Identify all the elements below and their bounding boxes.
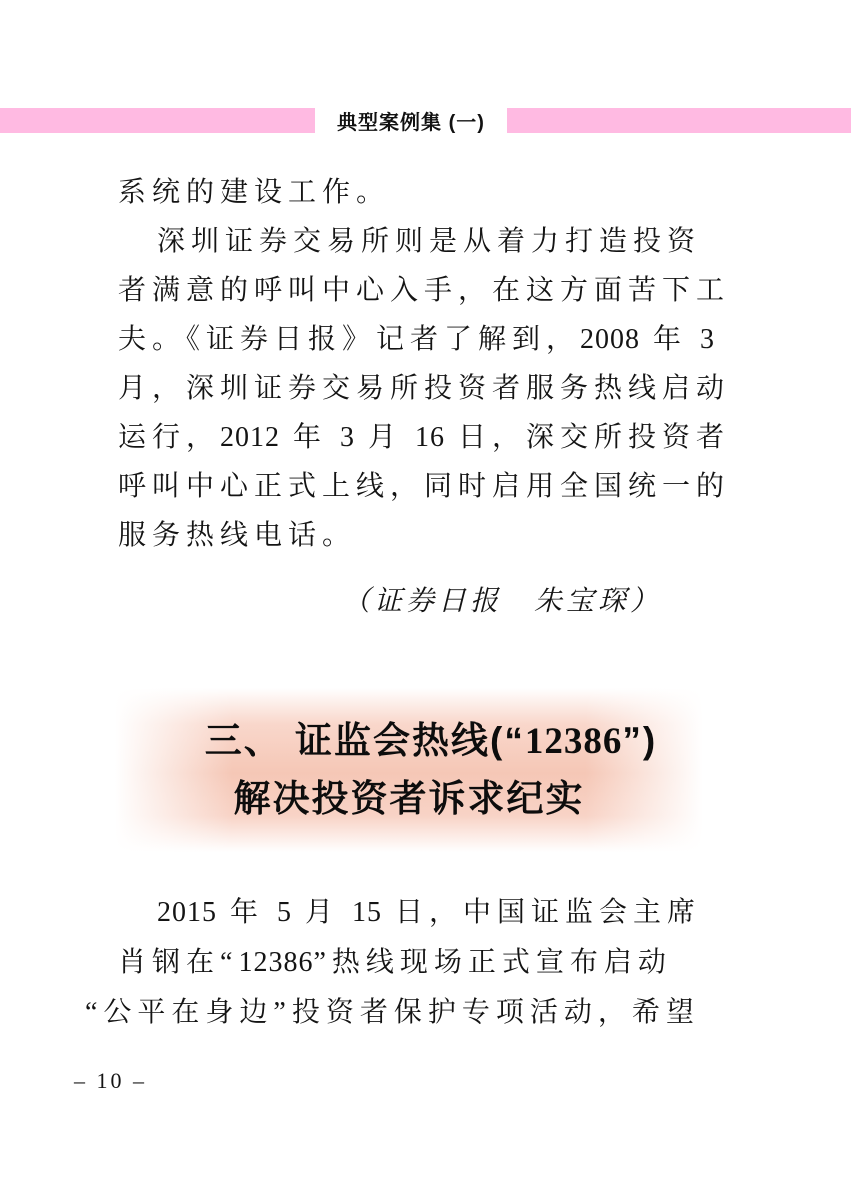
text-line: 2015 年 5 月 15 日，中国证监会主席 [157,897,702,928]
paragraph-1 [118,168,742,625]
text-line: 深圳证券交易所则是从着力打造投资 [157,226,702,257]
section-heading-line: 三、 证监会热线(“12386”) [204,720,658,762]
attribution-line: （证券日报 朱宝琛） [341,584,662,617]
latin-run: 5 [277,897,293,928]
latin-run: 2015 [157,897,217,928]
latin-run: 16 [415,422,446,453]
text-line: 呼叫中心正式上线，同时启用全国统一的 [118,471,731,502]
text-line: 肖钢在“12386”热线现场正式宣布启动 [118,947,672,978]
latin-run: 3 [340,422,356,453]
text-line: 运行，2012 年 3 月 16 日，深交所投资者 [118,422,731,453]
latin-run: 12386 [238,947,314,978]
text-line: 月，深圳证券交易所投资者服务热线启动 [118,373,731,404]
header-title-container [315,106,507,135]
running-head-title: 典型案例集 (一) [337,112,485,134]
text-line: 者满意的呼叫中心入手，在这方面苦下工 [118,275,731,306]
latin-run: 12386 [524,721,623,762]
text-line: 服务热线电话。 [118,520,357,551]
section-heading-line: 解决投资者诉求纪实 [233,778,585,819]
page-number: – 10 – [74,1068,147,1093]
paragraph-2 [85,888,742,1038]
section-heading [115,688,703,852]
text-line: 夫。《证券日报》记者了解到，2008 年 3 [118,324,716,355]
latin-run: 3 [700,324,716,355]
text-line: “公平在身边”投资者保护专项活动，希望 [85,997,700,1028]
text-line: 系统的建设工作。 [118,177,391,208]
latin-run: 2012 [220,422,281,453]
latin-run: 15 [352,897,383,928]
latin-run: 2008 [580,324,641,355]
